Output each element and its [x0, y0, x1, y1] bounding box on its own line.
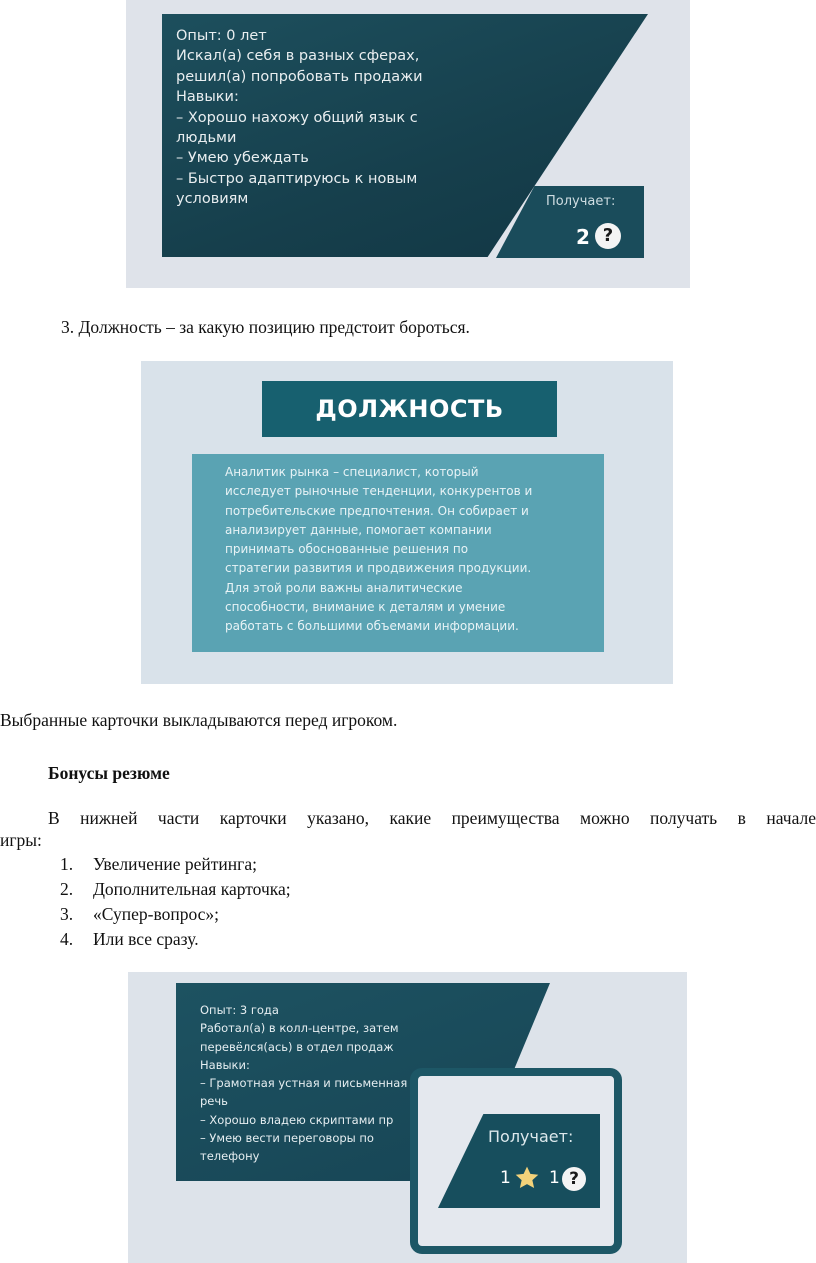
resume-line: – Хорошо владею скриптами пр [200, 1112, 394, 1127]
resume-line: Искал(а) себя в разных сферах, [176, 48, 420, 65]
position-line: анализирует данные, помогает компании [225, 522, 492, 537]
position-line: Аналитик рынка – специалист, который [225, 465, 479, 479]
resume-card-photo-1 [126, 0, 690, 288]
question-icon: ? [595, 223, 621, 249]
list-number: 4. [60, 929, 74, 949]
list-number: 2. [60, 879, 74, 899]
position-line: стратегии развития и продвижения продукции. [225, 561, 532, 576]
bonus-star-count: 1 [500, 1168, 511, 1188]
resume-line: – Умею вести переговоры по [200, 1131, 374, 1146]
bonus-question-count: 1 [549, 1168, 560, 1188]
position-line: работать с большими объемами информации. [225, 619, 519, 634]
resume-line: – Быстро адаптируюсь к новым [176, 170, 418, 187]
position-line: принимать обоснованные решения по [225, 542, 469, 557]
intro-line-1: В нижней части карточки указано, какие преимущества можно получать в начале [48, 808, 816, 828]
resume-line: условиям [176, 191, 249, 208]
position-card-title: ДОЛЖНОСТЬ [262, 381, 557, 437]
resume-line: Навыки: [200, 1057, 250, 1072]
list-item-position: 3. Должность – за какую позицию предстоит бороться. [61, 317, 470, 337]
list-item: Или все сразу. [93, 929, 199, 949]
list-item: «Супер-вопрос»; [93, 904, 220, 924]
resume-card-text [200, 1001, 415, 1166]
resume-line: Работал(а) в колл-центре, затем [200, 1021, 399, 1036]
star-icon [513, 1164, 541, 1192]
position-line: потребительские предпочтения. Он собирает и [225, 503, 529, 518]
list-number: 3. [60, 904, 74, 924]
list-item: Увеличение рейтинга; [93, 854, 257, 874]
list-item: Дополнительная карточка; [93, 879, 291, 899]
resume-card-text [176, 26, 476, 210]
intro-line-2: игры: [0, 830, 42, 850]
resume-line: – Умею убеждать [176, 150, 309, 167]
resume-line: речь [200, 1094, 228, 1109]
resume-card-photo-2 [128, 972, 687, 1263]
resume-line: телефону [200, 1149, 260, 1164]
position-line: Для этой роли важны аналитические [225, 580, 463, 595]
resume-line: Опыт: 3 года [200, 1003, 279, 1017]
list-number: 1. [60, 854, 74, 874]
position-card-photo [141, 361, 673, 684]
resume-line: людьми [176, 130, 237, 147]
position-line: способности, внимание к деталям и умение [225, 600, 506, 615]
resume-line: – Грамотная устная и письменная [200, 1076, 408, 1091]
resume-line: перевёлся(ась) в отдел продаж [200, 1039, 394, 1054]
resume-line: решил(а) попробовать продажи [176, 68, 423, 85]
position-line: исследует рыночные тенденции, конкурентов и [225, 484, 533, 499]
resume-line: Опыт: 0 лет [176, 28, 267, 44]
position-card-text [225, 463, 585, 637]
paragraph-cards-laid-out: Выбранные карточки выкладываются перед игроком. [0, 710, 398, 730]
section-heading: Бонусы резюме [48, 763, 170, 783]
bonus-value: 2 [576, 225, 590, 249]
bonus-label: Получает: [488, 1127, 574, 1146]
question-icon: ? [562, 1167, 586, 1191]
resume-line: Навыки: [176, 89, 239, 106]
resume-line: – Хорошо нахожу общий язык с [176, 109, 418, 126]
bonus-label: Получает: [546, 194, 616, 209]
